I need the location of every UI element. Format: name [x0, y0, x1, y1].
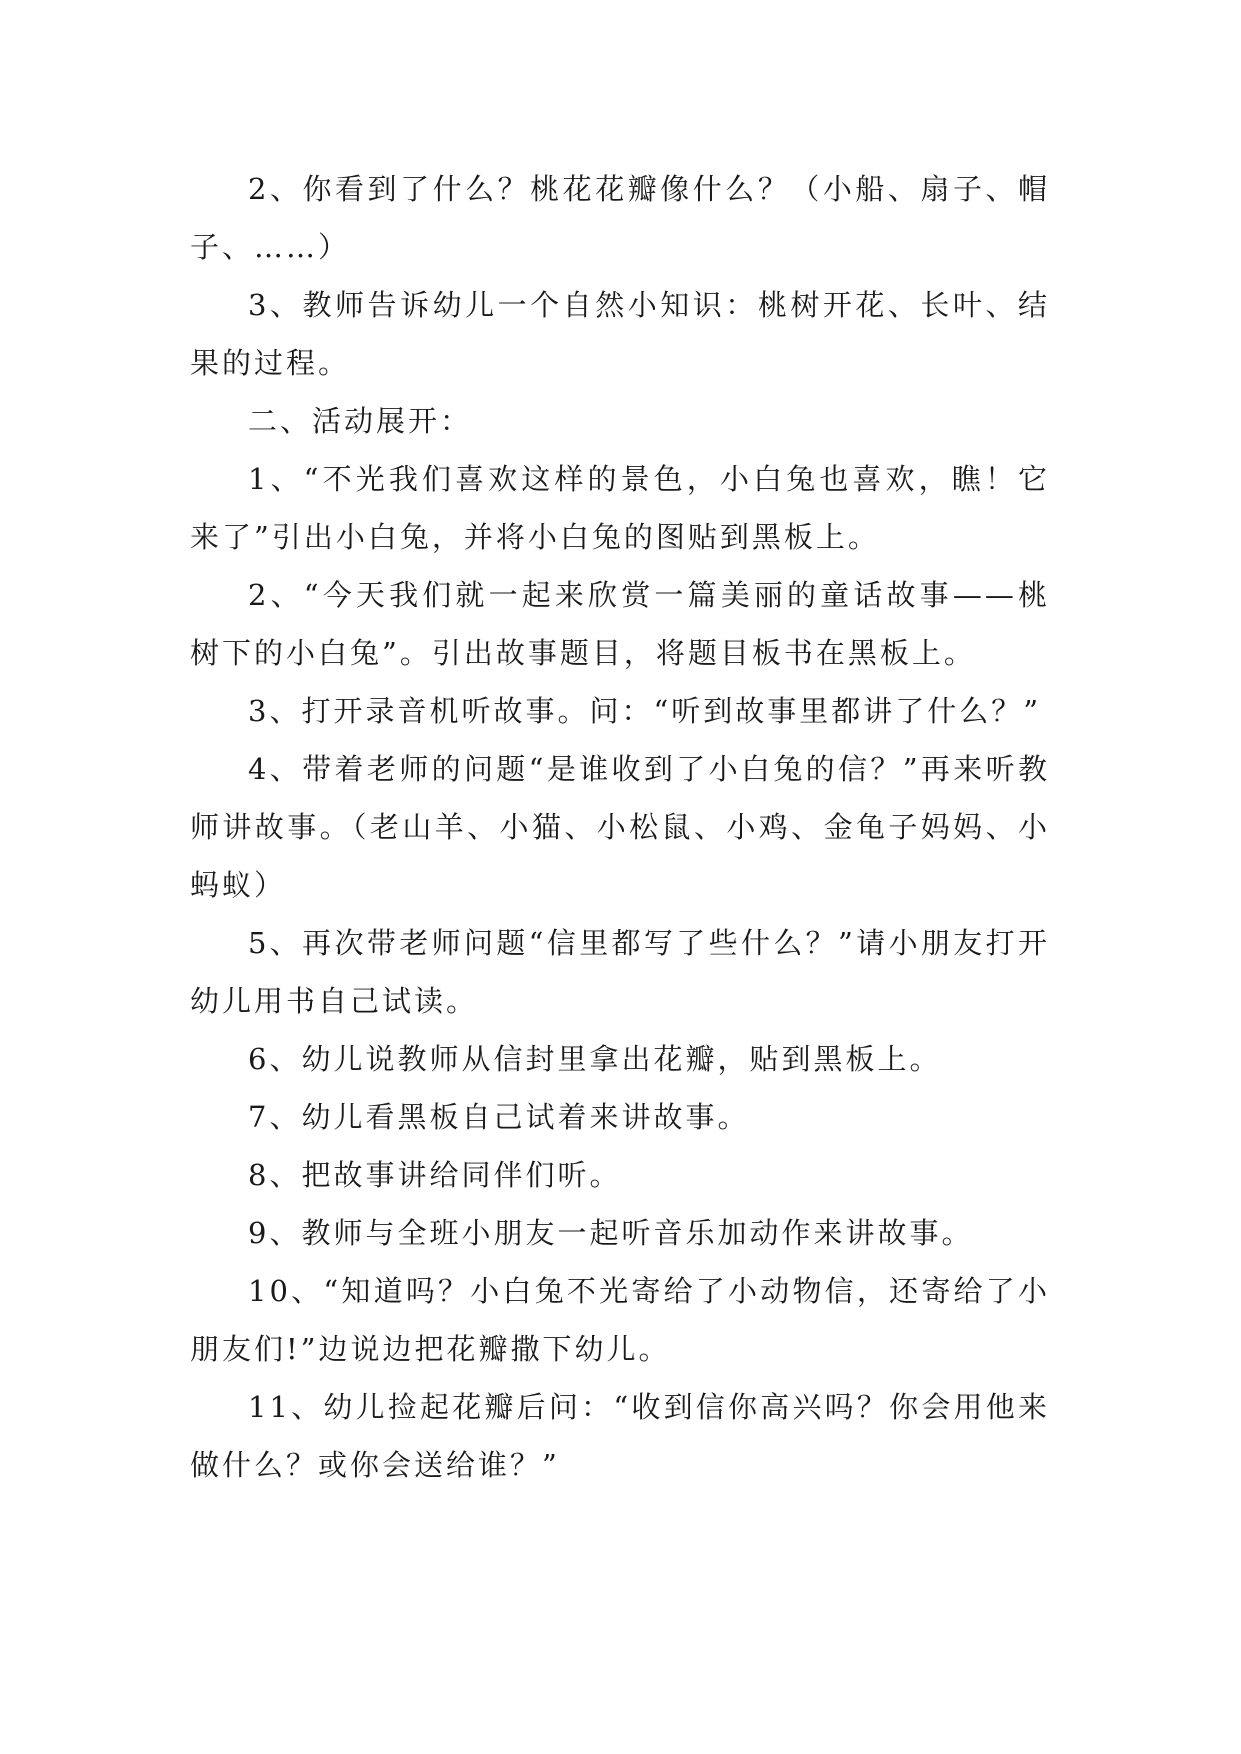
paragraph: 4、带着老师的问题“是谁收到了小白兔的信？”再来听教师讲故事。（老山羊、小猫、小松鼠、小鸡、金龟子妈妈、小蚂蚁） — [190, 752, 1050, 902]
paragraph: 3、教师告诉幼儿一个自然小知识：桃树开花、长叶、结果的过程。 — [190, 288, 1050, 380]
paragraph: 9、教师与全班小朋友一起听音乐加动作来讲故事。 — [248, 1216, 974, 1250]
paragraph: 10、“知道吗？小白兔不光寄给了小动物信，还寄给了小朋友们!”边说边把花瓣撒下幼儿。 — [190, 1274, 1050, 1366]
paragraph: 3、打开录音机听故事。问：“听到故事里都讲了什么？” — [248, 694, 1042, 728]
paragraph: 2、“今天我们就一起来欣赏一篇美丽的童话故事——桃树下的小白兔”。引出故事题目，将题目板书在黑板上。 — [190, 578, 1050, 670]
paragraph: 11、幼儿捡起花瓣后问：“收到信你高兴吗？你会用他来做什么？或你会送给谁？” — [190, 1390, 1050, 1482]
document-body — [190, 160, 1050, 1494]
section-heading: 二、活动展开： — [248, 404, 473, 438]
paragraph: 2、你看到了什么？桃花花瓣像什么？（小船、扇子、帽子、……） — [190, 172, 1050, 264]
paragraph: 7、幼儿看黑板自己试着来讲故事。 — [248, 1100, 750, 1134]
paragraph: 5、再次带老师问题“信里都写了些什么？”请小朋友打开幼儿用书自己试读。 — [190, 926, 1050, 1018]
paragraph: 6、幼儿说教师从信封里拿出花瓣，贴到黑板上。 — [248, 1042, 942, 1076]
paragraph: 8、把故事讲给同伴们听。 — [248, 1158, 622, 1192]
paragraph: 1、“不光我们喜欢这样的景色，小白兔也喜欢，瞧！它来了”引出小白兔，并将小白兔的图贴到黑板上。 — [190, 462, 1050, 554]
